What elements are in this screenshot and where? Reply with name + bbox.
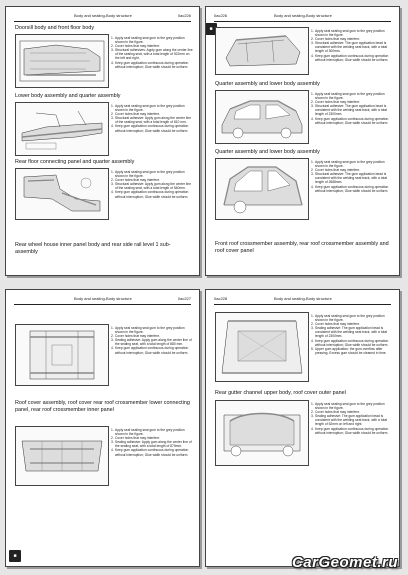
page-tab: ■ xyxy=(205,23,217,35)
figure-quarter-lower-body-2 xyxy=(215,158,309,220)
figure-rear-floor-quarter xyxy=(15,168,109,220)
figure-roof-cover-rear xyxy=(15,426,109,486)
page-code: 0ac227 xyxy=(177,296,191,301)
section-title: Quarter assembly and lower body assembly xyxy=(215,81,320,87)
figure-quarter-lower-body xyxy=(215,90,309,144)
page-code: 0ac226 xyxy=(214,13,228,18)
section-title: Doorsill body and front floor body xyxy=(15,25,95,31)
page-header: Body and sealing-Body structure 0ac226 xyxy=(14,11,191,22)
page-header: 0ac226 Body and sealing-Body structure xyxy=(214,11,391,22)
manual-page-2: 0ac226 Body and sealing-Body structure ■ 1. Apply seal sealing seal gum to the grey position shown in the figure. 2. Cover holes that may interfere. 3. Structural adhesive: The gum application bead is consistent with the welding seat track, with a total length of 300mm. 4. Keep gum application continuous during operation without interruption; Glue width should be uniform. Quarter assembly and lower body assembly 1. Apply seal sealing seal gum to the grey position shown in the figure. 2. Cover holes that may interfere. 3. Structural adhesive: The gum application bead is consistent with the welding seat track, with a total length of 2300mm. 4. Keep gum application continuous during operation without interruption; Glue width should be uniform. Quarter assembly and lower body assembly 1. Apply seal sealing seal gum to the grey position shown in the figure. 2. Cover holes that may interfere. 3. Structural adhesive: The gum application bead is consistent with the welding seat track, with a total length of 2688mm. 4. Keep gum application continuous during operation without interruption; Glue width should be uniform. Front roof crossmember assembly, rear roof crossmember assembly and roof cover panel xyxy=(205,6,400,276)
watermark-logo: CarGeomet.ru xyxy=(291,554,398,571)
figure-upper-body xyxy=(215,27,309,75)
page-tab: ■ xyxy=(9,550,21,562)
page-code: 0ac228 xyxy=(214,296,228,301)
manual-page-4: 0ac228 Body and sealing-Body structure 1. Apply seal sealing seal gum to the grey position shown in the figure. 2. Cover holes that may interfere. 3. Sealing adhesive: The gum application bead is consistent with the welding seat track, with a total length of 2300mm. 4. Keep gum application continuous during operation without interruption; Glue width should be uniform. 5. Upper gum application: the gum overflow after pressing. Excess gum should be cleaned in time. Rear gutter channel upper body, roof cover outer panel 1. Apply seal sealing seal gum to the grey position shown in the figure. 2. Cover holes that may interfere. 3. Sealing adhesive: The gum application bead is consistent with the welding seat track, with a total length of 52mm on left and right. 4. Keep gum application continuous during operation without interruption; Glue width should be uniform. xyxy=(205,289,400,567)
section-title: Rear wheel house inner panel body and rear side rail level 1 sub-assembly xyxy=(15,242,171,255)
figure-doorsill-floor xyxy=(15,34,109,88)
section-title: Front roof crossmember assembly, rear roof crossmember assembly and roof cover panel xyxy=(215,241,389,254)
section-title: Rear floor connecting panel and quarter assembly xyxy=(15,159,135,165)
page-header: Body and sealing-Body structure 0ac227 xyxy=(14,294,191,305)
section-title: Roof cover assembly, roof cover rear roof crossmember lower connecting panel, rear roof crossmember inner panel xyxy=(15,400,190,413)
figure-roof-cover xyxy=(215,312,309,382)
section-title: Quarter assembly and lower body assembly xyxy=(215,149,320,155)
manual-page-3: Body and sealing-Body structure 0ac227 1. Apply seal sealing seal gum to the grey position shown in the figure. 2. Cover holes that may interfere. 3. Sealing adhesive: Apply gum along the center line of the sealing seat, with a total length of 880 mm. 4. Keep gum application continuous during operation without interruption; Glue width should be uniform. Roof cover assembly, roof cover rear roof crossmember lower connecting panel, rear roof crossmember inner panel 1. Apply seal sealing seal gum to the grey position shown in the figure. 2. Cover holes that may interfere. 3. Sealing adhesive: Apply gum along the center line of the sealing seat, with a total length of 870mm. 4. Keep gum application continuous during operation without interruption; Glue width should be uniform. ■ xyxy=(5,289,200,567)
page-header: 0ac228 Body and sealing-Body structure xyxy=(214,294,391,305)
figure-rear-gutter xyxy=(215,400,309,466)
figure-roof-crossmember xyxy=(15,324,109,386)
section-title: Lower body assembly and quarter assembly xyxy=(15,93,121,99)
section-title: Rear gutter channel upper body, roof cover outer panel xyxy=(215,390,346,396)
page-code: 0ac226 xyxy=(177,13,191,18)
manual-page-1: Body and sealing-Body structure 0ac226 Doorsill body and front floor body 1. Apply seal sealing seal gum to the grey position shown in the figure. 2. Cover holes that may interfere. 3. Structural adhesives: Apply gum along the center line of the sealing seat, with a total length of 922mm on the left and right. 4. Keep gum application continuous during operation without interruption; Glue width should be uniform. Lower body assembly and quarter assembly 1. Apply seal sealing seal gum to the grey position shown in the figure. 2. Cover holes that may interfere. 3. Structural adhesive: Apply gum along the center line of the sealing seat, with a total length of 810 mm. 4. Keep gum application continuous during operation without interruption; Glue width should be uniform. Rear floor connecting panel and quarter assembly 1. Apply seal sealing seal gum to the grey position shown in the figure. 2. Cover holes that may interfere. 3. Structural adhesive: Apply gum along the center line of the sealing seat, with a total length of 540mm. 4. Keep gum application continuous during operation without interruption; Glue width should be uniform. Rear wheel house inner panel body and rear side rail level 1 sub-assembly xyxy=(5,6,200,276)
figure-lower-body-quarter xyxy=(15,102,109,156)
